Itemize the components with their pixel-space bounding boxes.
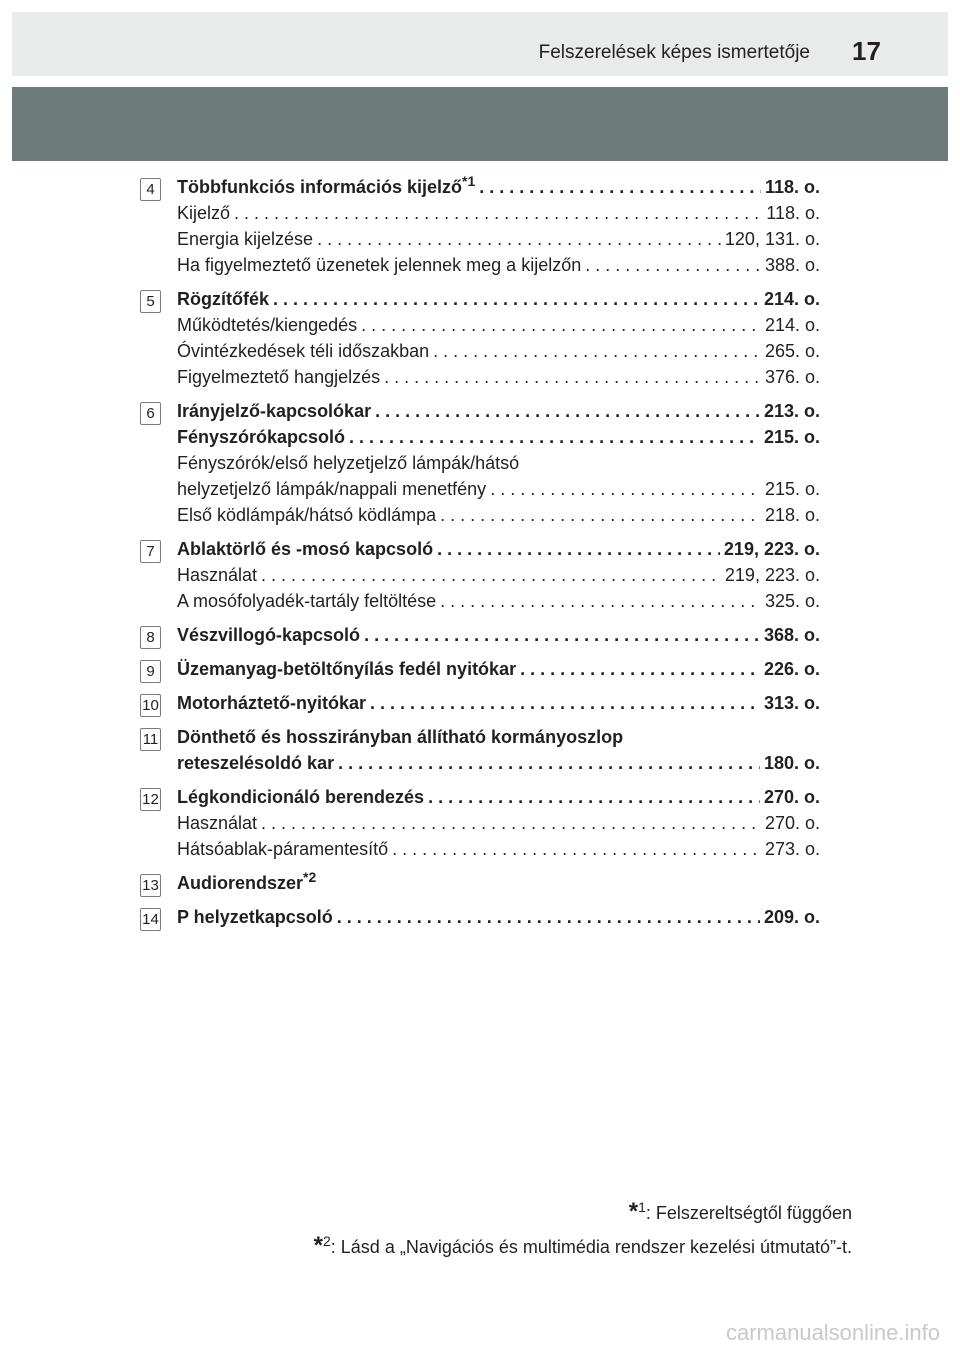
item-number-badge: 5 [140,290,161,313]
toc-text: Vészvillogó-kapcsoló [177,625,361,645]
footnote-ref: *1 [462,173,476,189]
toc-entry [140,622,820,648]
page-reference: 215. o. [763,427,820,447]
toc-text: Működtetés/kiengedés [177,315,358,335]
footnote-1: *$^1$: Felszereltségtől függően [628,1198,852,1225]
toc-entry [140,174,820,278]
dot-leader [273,286,760,312]
toc-text: Hátsóablak-páramentesítő [177,839,389,859]
page-reference: 120, 131. o. [724,229,820,249]
toc-entry [140,784,820,862]
item-number-badge: 13 [140,874,161,897]
page-reference: 219, 223. o. [724,565,820,585]
dot-leader [361,312,761,338]
toc-subitem-row [177,588,820,614]
toc-entry [140,724,820,776]
page-reference: 226. o. [763,659,820,679]
page-reference: 368. o. [763,625,820,645]
dot-leader [440,502,761,528]
item-number-badge: 10 [140,694,161,717]
dot-leader [337,904,760,930]
dot-leader [479,174,761,200]
toc-entry [140,536,820,614]
toc-text: Többfunkciós információs kijelző$^{*1}$ [177,173,476,197]
section-title: Felszerelések képes ismertetője [538,42,810,63]
dot-leader [349,424,760,450]
page-reference: 214. o. [764,315,820,335]
toc-text: Ablaktörlő és -mosó kapcsoló [177,539,434,559]
footnote-2: *$^2$: Lásd a „Navigációs és multimédia rendszer kezelési útmutató”-t. [313,1232,852,1259]
item-number-badge: 6 [140,402,161,425]
toc-text: Energia kijelzése [177,229,314,249]
dot-leader [261,562,721,588]
toc-subitem-row [177,226,820,252]
toc-text: Légkondicionáló berendezés [177,787,425,807]
toc-text: Kijelző [177,203,231,223]
dot-leader [433,338,761,364]
toc-heading-row [177,536,820,562]
toc-text: Irányjelző-kapcsolókar [177,401,372,421]
toc-heading-row [177,690,820,716]
watermark: carmanualsonline.info [725,1320,940,1345]
page-reference: 118. o. [764,177,820,197]
toc-heading-row [177,424,820,450]
item-number-badge: 14 [140,908,161,931]
toc-text: Első ködlámpák/hátsó ködlámpa [177,505,437,525]
toc-entry [140,904,820,930]
toc-text: Óvintézkedések téli időszakban [177,341,430,361]
toc-heading-row [177,724,820,750]
dot-leader [440,588,761,614]
toc-heading-row [177,904,820,930]
toc-subitem-row [177,338,820,364]
page-reference: 325. o. [764,591,820,611]
dot-leader [317,226,721,252]
page-reference: 388. o. [764,255,820,275]
dot-leader [428,784,760,810]
dot-leader [437,536,720,562]
footnote-ref: *2 [303,869,317,885]
dot-leader [585,252,761,278]
toc-entry [140,870,820,896]
toc-heading-row [177,174,820,200]
dot-leader [234,200,762,226]
page-reference: 270. o. [763,787,820,807]
item-number-badge: 4 [140,178,161,201]
toc-subitem-row [177,312,820,338]
item-number-badge: 7 [140,540,161,563]
toc-heading-row [177,398,820,424]
item-number-badge: 9 [140,660,161,683]
toc-text: Használat [177,813,258,833]
toc-subitem-row [177,450,820,476]
dot-leader [384,364,761,390]
page-reference: 376. o. [764,367,820,387]
toc-subitem-row [177,364,820,390]
toc-heading-row [177,870,820,896]
page-reference: 313. o. [763,693,820,713]
toc-text: Rögzítőfék [177,289,269,309]
toc-entry [140,656,820,682]
toc-subitem-row [177,562,820,588]
page-reference: 180. o. [763,753,820,773]
toc-text: Figyelmeztető hangjelzés [177,367,381,387]
toc-heading-row [177,622,820,648]
item-number-badge: 11 [140,728,161,751]
page-reference: 215. o. [764,479,820,499]
page-reference: 214. o. [763,289,820,309]
toc-text: reteszelésoldó kar [177,753,335,773]
toc-entry [140,398,820,528]
item-number-badge: 12 [140,788,161,811]
toc-text: A mosófolyadék-tartály feltöltése [177,591,437,611]
page-reference: 118. o. [766,203,820,223]
dot-leader [490,476,761,502]
toc-text: Fényszórókapcsoló [177,427,346,447]
toc-list [140,174,820,938]
toc-entry [140,286,820,390]
toc-heading-row [177,750,820,776]
toc-text: Használat [177,565,258,585]
toc-subitem-row [177,476,820,502]
page-reference: 213. o. [763,401,820,421]
dot-leader [261,810,761,836]
toc-heading-row [177,286,820,312]
toc-text: Audiorendszer$^{*2}$ [177,869,317,893]
dot-leader [338,750,760,776]
page-reference: 270. o. [764,813,820,833]
page-reference: 218. o. [764,505,820,525]
toc-text: Motorháztető-nyitókar [177,693,366,713]
toc-text: Ha figyelmeztető üzenetek jelennek meg a kijelzőn [177,255,582,275]
dot-leader [370,690,760,716]
item-number-badge: 8 [140,626,161,649]
dot-leader [375,398,760,424]
toc-text: Dönthető és hosszirányban állítható kormányoszlop [177,727,624,747]
toc-subitem-row [177,502,820,528]
toc-text: P helyzetkapcsoló [177,907,333,927]
dot-leader [392,836,761,862]
dot-leader [520,656,760,682]
page-reference: 265. o. [764,341,820,361]
toc-entry [140,690,820,716]
page-reference: 219, 223. o. [723,539,820,559]
toc-subitem-row [177,836,820,862]
toc-text: Fényszórók/első helyzetjelző lámpák/hátsó [177,453,520,473]
toc-heading-row [177,656,820,682]
toc-heading-row [177,784,820,810]
toc-text: helyzetjelző lámpák/nappali menetfény [177,479,487,499]
page-reference: 273. o. [764,839,820,859]
toc-text: Üzemanyag-betöltőnyílás fedél nyitókar [177,659,517,679]
toc-subitem-row [177,252,820,278]
page-reference: 209. o. [763,907,820,927]
dot-leader [364,622,760,648]
toc-subitem-row [177,810,820,836]
header-band [12,87,948,161]
page-number: 17 [852,36,881,66]
toc-subitem-row [177,200,820,226]
